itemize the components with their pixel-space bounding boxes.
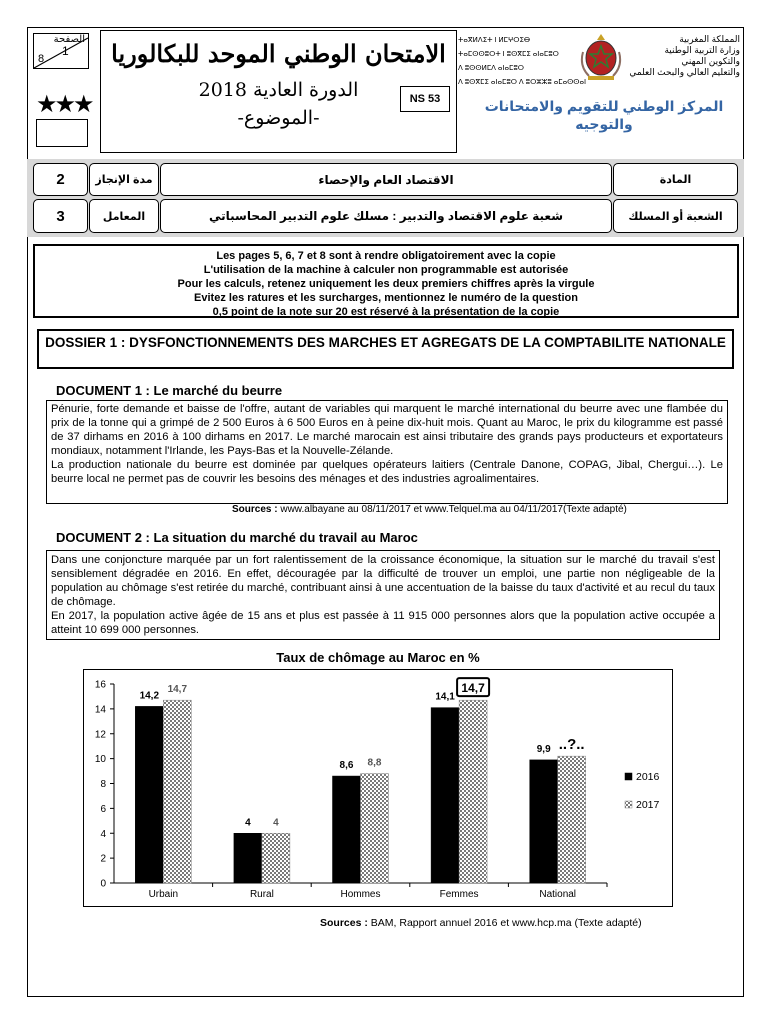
- instruction-line: Evitez les ratures et les surcharges, mentionnez le numéro de la question: [194, 292, 578, 304]
- data-label: 9,9: [536, 743, 551, 755]
- paragraph: En 2017, la population active âgée de 15 ans et plus est passée à 11 915 000 personnes alors que la population active occupée a atteint 10 699 000 personnes.: [51, 610, 715, 636]
- bar-2017-national: [558, 756, 586, 883]
- empty-box: [36, 119, 88, 147]
- bar-2016-urbain: [135, 706, 163, 883]
- document-2-text: [46, 550, 720, 640]
- bar-2016-femmes: [431, 708, 459, 883]
- ministry-name-arabic: المملكة المغربية وزارة التربية الوطنية والتكوين المهني والتعليم العالي والبحث العلمي: [629, 34, 740, 77]
- y-tick-label: 14: [94, 704, 106, 716]
- tifinagh-ministry-name: ⵜⴰⴳⵍⴷⵉⵜ ⵏ ⵍⵎⵖⵔⵉⴱ ⵜⴰⵎⵙⵙⵓⵔⵜ ⵏ ⵓⵙⴳⵎⵉ ⴰⵏⴰⵎⵓⵔ ⴷ ⵓⵙⵙⵍⵎⴷ ⴰⵏⴰⵎⵓⵔ ⴷ ⵓⵙⴳⵎⵉ ⴰⵏⴰⵎⵓⵔ ⴷ ⵓⵔⵣⵣⵓ ⴰⵎⴰⵙⵙⴰⵏ: [458, 37, 587, 86]
- bar-2016-national: [530, 760, 558, 883]
- document-1-text: [46, 400, 728, 504]
- duration-label: مدة الإنجاز: [89, 163, 159, 196]
- y-tick-label: 0: [100, 878, 106, 890]
- subject-marker: -الموضوع-: [237, 107, 320, 129]
- document-1-title: DOCUMENT 1 : Le marché du beurre: [56, 383, 283, 398]
- y-tick-label: 12: [94, 729, 106, 741]
- data-label: 14,7: [167, 684, 188, 696]
- instruction-line: L'utilisation de la machine à calculer non programmable est autorisée: [203, 264, 569, 276]
- branch-label: الشعبة أو المسلك: [613, 199, 738, 233]
- branch-value: شعبة علوم الاقتصاد والتدبير : مسلك علوم التدبير المحاسباتي: [160, 199, 612, 233]
- data-label: 4: [245, 817, 251, 829]
- x-tick-label: Rural: [249, 889, 274, 900]
- bar-2017-urbain: [163, 700, 191, 883]
- document-2-source: Sources : BAM, Rapport annuel 2016 et www.hcp.ma (Texte adapté): [320, 917, 642, 929]
- session-label: الدورة العادية 2018: [198, 79, 359, 101]
- document-2-title: DOCUMENT 2 : La situation du marché du travail au Maroc: [56, 530, 418, 545]
- bar-2017-rural: [262, 833, 290, 883]
- x-tick-label: Urbain: [148, 889, 179, 900]
- y-tick-label: 10: [94, 754, 106, 766]
- y-tick-label: 2: [100, 853, 106, 865]
- instructions-box: [33, 244, 739, 318]
- page-number-box: [33, 33, 89, 69]
- dossier-title: DOSSIER 1 : DYSFONCTIONNEMENTS DES MARCHES ET AGREGATS DE LA COMPTABILITE NATIONALE: [37, 329, 734, 369]
- data-label: 4: [273, 817, 279, 829]
- exam-title: الامتحان الوطني الموحد للبكالوريا: [111, 39, 446, 68]
- legend-label: 2017: [636, 799, 660, 811]
- page-total: 8: [38, 53, 45, 65]
- instruction-line: Pour les calculs, retenez uniquement les deux premiers chiffres après la virgule: [177, 278, 595, 290]
- paragraph: La production nationale du beurre est dominée par quelques opérateurs laitiers (Centrale Danone, COPAG, Jibal, Chergui…). Le beurre local ne permet pas de couvrir les besoins des ménages et des industries agroalimentaires.: [51, 459, 723, 485]
- coefficient-value: 3: [33, 199, 88, 233]
- data-label: 8,6: [339, 760, 354, 772]
- document-1-source: Sources : www.albayane au 08/11/2017 et www.Telquel.ma au 04/11/2017(Texte adapté): [232, 504, 627, 515]
- chart-frame: [83, 669, 673, 907]
- y-tick-label: 8: [100, 779, 106, 790]
- national-center-name: المركز الوطني للتقويم والامتحانات والتوجيه: [484, 98, 724, 132]
- duration-value: 2: [33, 163, 88, 196]
- page-number: 1: [62, 44, 69, 58]
- paragraph: Pénurie, forte demande et baisse de l'offre, autant de variables qui marquent le marché international du beurre avec une flambée du prix de la tonne qui a grimpé de 2 500 Euros à 6 500 Euros en à peine dix-huit mois. Quant au Maroc, le prix du kilogramme est passé de 37 dirhams en 2016 à 100 dirhams en 2017. Le marché marocain est ainsi tributaire des grands pays producteurs et exportateurs mondiaux, notamment l'Irlande, les Pays-Bas et la Nouvelle-Zélande.: [51, 403, 723, 457]
- data-label: 14,2: [139, 690, 160, 702]
- legend-swatch-2017: [625, 801, 632, 808]
- y-tick-label: 4: [100, 828, 106, 840]
- difficulty-stars: ★★★: [36, 91, 92, 118]
- legend-label: 2016: [636, 771, 660, 783]
- data-label: ..?..: [558, 736, 585, 754]
- chart-title: Taux de chômage au Maroc en %: [276, 650, 480, 665]
- bar-2016-rural: [234, 833, 262, 883]
- y-tick-label: 6: [100, 803, 106, 815]
- paragraph: Dans une conjoncture marquée par un fort ralentissement de la croissance économique, la situation sur le marché du travail s'est sensiblement dégradée en 2016. En effet, découragée par la difficulté de trouver un emploi, une partie non négligeable de la population au chômage s'est retirée du marché, contribuant ainsi à une accentuation de la baisse du taux d'activité et au recul du taux de chômage.: [51, 554, 715, 608]
- bar-2017-femmes: [459, 700, 487, 883]
- data-label: 8,8: [367, 757, 382, 769]
- x-tick-label: Hommes: [340, 889, 381, 900]
- data-label: 14,1: [435, 691, 455, 703]
- instruction-line: Les pages 5, 6, 7 et 8 sont à rendre obligatoirement avec la copie: [216, 250, 556, 262]
- exam-code: NS 53: [400, 86, 450, 112]
- subject-label: المادة: [613, 163, 738, 196]
- data-label: 14,7: [461, 681, 485, 696]
- x-tick-label: Femmes: [439, 889, 479, 900]
- bar-2016-hommes: [333, 776, 361, 883]
- page-label: الصفحة: [53, 34, 85, 45]
- unemployment-chart: [84, 670, 671, 905]
- subject-value: الاقتصاد العام والإحصاء: [160, 163, 612, 196]
- bar-2017-hommes: [361, 774, 389, 883]
- legend-swatch-2016: [625, 773, 632, 780]
- x-tick-label: National: [539, 889, 577, 900]
- coefficient-label: المعامل: [89, 199, 159, 233]
- instruction-line: 0,5 point de la note sur 20 est réservé à la présentation de la copie: [212, 306, 560, 318]
- y-tick-label: 16: [94, 679, 106, 691]
